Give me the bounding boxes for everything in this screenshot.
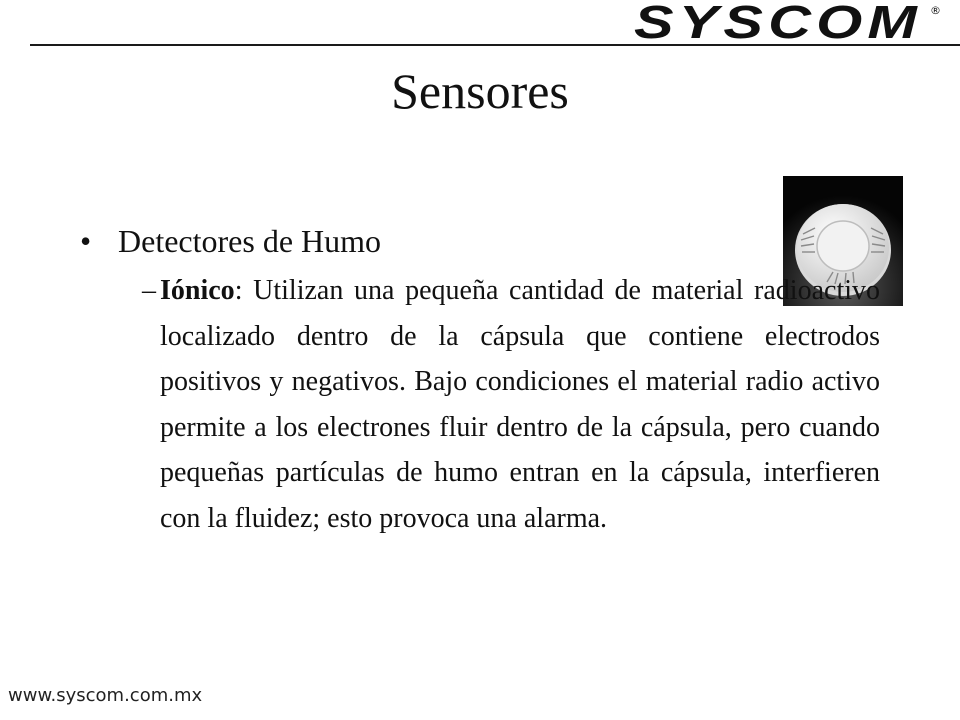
sub-bullet-marker: – <box>142 275 156 306</box>
bullet-text: Detectores de Humo <box>118 223 382 259</box>
bullet-marker: • <box>80 223 92 259</box>
syscom-logo <box>626 0 946 44</box>
slide-content <box>80 218 880 541</box>
syscom-logo-text: SYSCOM <box>634 0 922 44</box>
slide-title: Sensores <box>391 63 569 119</box>
sub-bullet-text: : Utilizan una pequeña cantidad de material radioactivo localizado dentro de la cápsula que contiene electrodos positivos y negativos. Bajo condiciones el material radio activo permite a los electrones fluir dentro de la cápsula, pero cuando pequeñas partículas de humo entran en la cápsula, interfieren con la fluidez; esto provoca una alarma. <box>160 275 880 534</box>
header-divider <box>30 44 960 46</box>
sub-bullet-item <box>80 268 880 541</box>
registered-mark: ® <box>930 4 941 17</box>
sub-bullet-paragraph <box>160 268 880 541</box>
bullet-item <box>80 218 880 264</box>
website-footer: www.syscom.com.mx <box>8 685 203 706</box>
sub-bullet-term: Iónico <box>160 275 235 306</box>
